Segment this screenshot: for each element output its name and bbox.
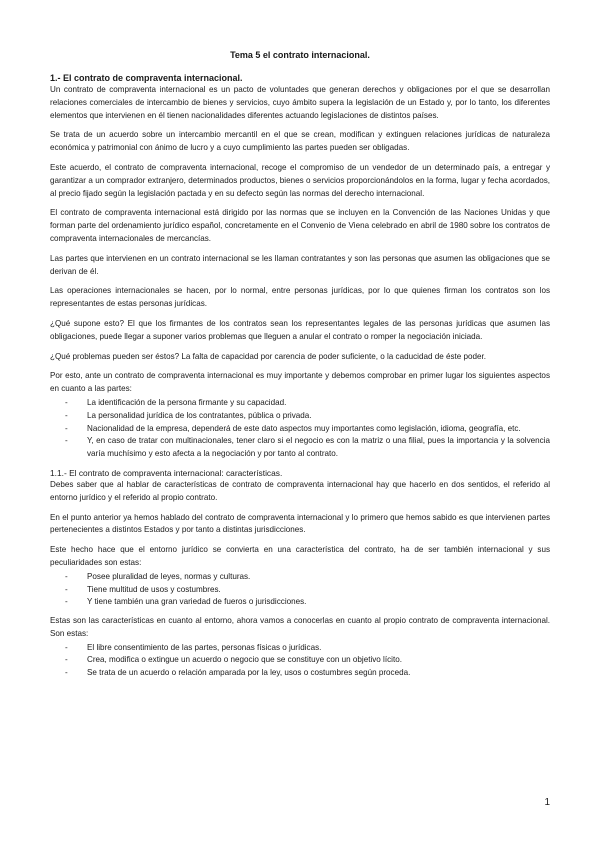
paragraph: Un contrato de compraventa internacional es un pacto de voluntades que generan derechos y obligaciones por el que se desarrollan relaciones comerciales de intercambio de bienes y servicios, cuyo ámbito supera la legislación de un Estado y, por lo tanto, los diferentes elementos que intervienen en él tienen nacionalidades diferentes actuando legislaciones de distintos países.	[50, 85, 550, 120]
list-item: - Y, en caso de tratar con multinacionales, tener claro si el negocio es con la matriz o una filial, pues la importancia y la solvencia varía muchísimo y esto afecta a la negociación y por tanto al contrato.	[50, 435, 550, 461]
list-item: - Y tiene también una gran variedad de fueros o jurisdicciones.	[50, 596, 550, 609]
paragraph: El contrato de compraventa internacional está dirigido por las normas que se incluyen en la Convención de las Naciones Unidas y que forman parte del ordenamiento jurídico español, concretamente en el Convenio de Viena celebrado en abril de 1980 sobre los contratos de compraventa internacionales de mercancías.	[50, 208, 550, 243]
paragraph: En el punto anterior ya hemos hablado del contrato de compraventa internacional y lo primero que hemos sabido es que intervienen partes pertenecientes a distintos Estados y por tanto a distintas jurisdicciones.	[50, 512, 550, 535]
paragraph: Las operaciones internacionales se hacen, por lo normal, entre personas jurídicas, por lo que quienes firman los contratos son los representantes de estas personas jurídicas.	[50, 286, 550, 309]
page-content	[50, 50, 550, 686]
paragraph: ¿Qué problemas pueden ser éstos? La falta de capacidad por carencia de poder suficiente, o la caducidad de éste poder.	[50, 351, 486, 361]
list-item: - Posee pluralidad de leyes, normas y culturas.	[50, 571, 550, 584]
party-aspects-list	[50, 397, 550, 461]
document-title: Tema 5 el contrato internacional.	[230, 50, 370, 60]
contract-characteristics-list	[50, 642, 550, 680]
legal-environment-list	[50, 571, 550, 609]
paragraph: Estas son las características en cuanto al entorno, ahora vamos a conocerlas en cuanto al propio contrato de compraventa internacional. Son estas:	[50, 616, 550, 638]
paragraph: Por esto, ante un contrato de compraventa internacional es muy importante y debemos comprobar en primer lugar los siguientes aspectos en cuanto a las partes:	[50, 371, 550, 394]
paragraph: Se trata de un acuerdo sobre un intercambio mercantil en el que se crean, modifican y extinguen relaciones jurídicas de naturaleza económica y patrimonial con ánimo de lucro y a cuyo cumplimiento las partes pueden ser obligadas.	[50, 130, 550, 153]
list-item: - Crea, modifica o extingue un acuerdo o negocio que se constituye con un objetivo lícito.	[50, 654, 550, 667]
page-number: 1	[544, 797, 550, 808]
list-item: - El libre consentimiento de las partes, personas físicas o jurídicas.	[50, 642, 550, 655]
paragraph: Las partes que intervienen en un contrato internacional se les llaman contratantes y son las personas que asumen las obligaciones que se derivan de él.	[50, 253, 550, 276]
list-item: - La personalidad jurídica de los contratantes, pública o privada.	[50, 410, 550, 423]
paragraph: Este hecho hace que el entorno jurídico se convierta en una característica del contrato, ha de ser también internacional y sus peculiaridades son estas:	[50, 545, 550, 567]
list-item: - Nacionalidad de la empresa, dependerá de este dato aspectos muy importantes como legislación, idioma, geografía, etc.	[50, 423, 550, 436]
paragraph: ¿Qué supone esto? El que los firmantes de los contratos sean los representantes legales de las personas jurídicas que asumen las obligaciones, puede llegar a suponer varios problemas que lleguen a anular el contrato o romper la negociación iniciada.	[50, 318, 550, 341]
list-item: - Tiene multitud de usos y costumbres.	[50, 584, 550, 597]
paragraph: Debes saber que al hablar de características de contrato de compraventa internacional hay que hacerlo en dos sentidos, el referido al entorno jurídico y el referido al propio contrato.	[50, 479, 550, 502]
list-item: - Se trata de un acuerdo o relación amparada por la ley, usos o costumbres según proceda.	[50, 667, 550, 680]
section-heading: 1.- El contrato de compraventa internacional.	[50, 73, 243, 83]
paragraph: Este acuerdo, el contrato de compraventa internacional, recoge el compromiso de un vendedor de un determinado país, a entregar y garantizar a un comprador extranjero, determinados productos, bienes o servicios proporcionándolos en la forma, lugar y fecha acordados, al precio fijado según la legislación pactada y en su defecto según las normas del derecho internacional.	[50, 162, 550, 198]
subsection-heading: 1.1.- El contrato de compraventa internacional: características.	[50, 467, 283, 478]
list-item: - La identificación de la persona firmante y su capacidad.	[50, 397, 550, 410]
